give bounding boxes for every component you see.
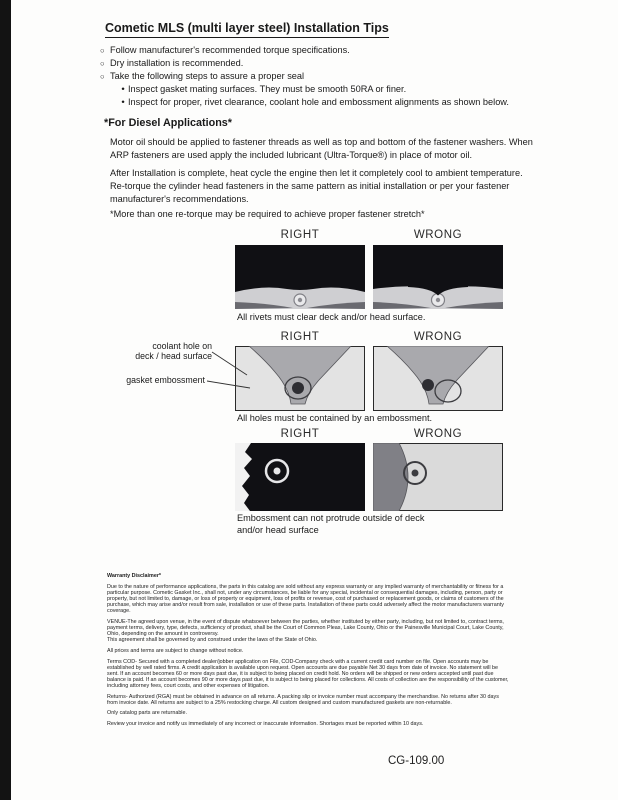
fig2-panels [235,346,503,411]
tips-list [100,44,530,109]
legal-paragraph: VENUE-The agreed upon venue, in the event of dispute whatsoever between the parties, whether instituted by either party, including, but not limited to, contract terms, payment terms, delivery, type, defects, sufficiency of product, shall be the Court of Common Pleas, Lake County, Ohio or the Painesville Municipal Court, Lake County, Ohio, depending on the amount in controversy. [107,619,504,638]
tip-item [100,70,530,83]
fig1-labels [235,229,503,241]
page-title-text: Cometic MLS (multi layer steel) Installation Tips [105,21,389,38]
wrong-label: WRONG [413,331,463,343]
page-code: CG-109.00 [388,755,445,767]
legal-paragraph: Returns- Authorized (RGA) must be obtained in advance on all returns. A packing slip or invoice number must accompany the merchandise. No returns after 30 days from invoice date. All returns are subject to a 25% restocking charge. All custom designed and custom manufactured gaskets are non-returnable. [107,693,499,706]
tip-text: Inspect for proper, rivet clearance, coolant hole and embossment alignments as shown below. [128,97,509,107]
diesel-paragraph-1: Motor oil should be applied to fastener threads as well as top and bottom of the fastener washers. When ARP fasteners are used apply the included lubricant (Ultra-Torque®) in place of motor oil. [110,137,533,160]
legal-paragraph: Review your invoice and notify us immediately of any incorrect or inaccurate information. Shortages must be reported within 10 days. [107,720,424,727]
right-label: RIGHT [280,331,320,343]
diesel-paragraph-2: After Installation is complete, heat cycle the engine then let it completely cool to ambient temperature. Re-torque the cylinder head fasteners in the same pattern as initial installation or per your fastener manufacturer's recommendations. [110,168,523,204]
tip-text: Dry installation is recommended. [110,58,244,68]
tip-item [100,57,530,70]
tip-text: Follow manufacturer's recommended torque specifications. [110,45,350,55]
rivet-wrong-diagram [373,245,503,309]
fig3-labels [235,428,503,440]
wrong-label: WRONG [413,229,463,241]
annotation-pointer-lines [205,344,267,396]
right-label: RIGHT [280,428,320,440]
coolant-hole-wrong-diagram [373,346,503,411]
fig1-panels [235,245,503,309]
warranty-disclaimer-title: Warranty Disclaimer* [107,573,162,579]
fig3-panels [235,443,503,511]
sub-bullet-icon: • [121,97,125,108]
annotation-text: deck / head surface [135,351,212,361]
legal-paragraph: Due to the nature of performance applications, the parts in this catalog are sold without any express warranty or any implied warranty of merchantability or fitness for a particular purpose. Cometic Gasket Inc., shall not, under any circumstances, be liable for any special, incidental or consequential damages, including, person, party or property, but not limited to, damage, or loss of property or equipment, loss of profits or revenue, cost of purchased or replacement goods, or claims of customers of the purchase, which may arise and/or result from sale, installation or use of these parts. Installation of these parts could adversely affect the motor manufacturers warranty coverage. [107,584,504,615]
tip-sub-item [118,96,530,109]
retorque-note: *More than one re-torque may be required to achieve proper fastener stretch* [110,209,425,219]
tip-item [100,44,530,57]
fig2-annotation-embossment: gasket embossment [126,375,205,385]
legal-paragraph: All prices and terms are subject to change without notice. [107,647,244,654]
legal-paragraph: Only catalog parts are returnable. [107,710,188,717]
embossment-right-diagram [235,443,365,511]
tip-text: Inspect gasket mating surfaces. They must be smooth 50RA or finer. [128,84,407,94]
tip-sub-item [118,83,530,96]
fig2-annotation-coolant [118,341,212,361]
embossment-wrong-diagram [373,443,503,511]
page-title [105,21,389,38]
tip-text: Take the following steps to assure a proper seal [110,71,305,81]
fig2-labels [235,331,503,343]
wrong-label: WRONG [413,428,463,440]
rivet-right-diagram [235,245,365,309]
sub-bullet-icon: • [121,84,125,95]
bullet-icon: ○ [100,72,105,81]
fig3-caption: Embossment can not protrude outside of deck and/or head surface [237,513,425,535]
fig1-caption: All rivets must clear deck and/or head surface. [237,312,426,322]
legal-paragraph: This agreement shall be governed by and construed under the laws of the State of Ohio. [107,637,318,644]
bullet-icon: ○ [100,46,105,55]
page-edge-bar [0,0,11,800]
annotation-text: coolant hole on [152,341,212,351]
legal-disclaimer [107,573,509,731]
fig2-caption: All holes must be contained by an embossment. [237,413,433,423]
legal-paragraph: Terms COD- Secured with a completed dealer/jobber application on File, COD-Company check with a current credit card number on file. Open accounts may be established by well rated firms. A credit application is available upon request. Open accounts are due payable Net 30 days from date of invoice. No statement will be sent. If an account becomes 60 or more days past due, it is subject to being placed on credit hold. No orders will be shipped or new orders accepted until past due balance is paid. If an account becomes 90 or more days past due, it is subject to being placed for collections. All costs of collection are the responsibility of the customer, including attorney fees, court costs, and other expenses of litigation. [107,658,509,689]
diesel-heading: *For Diesel Applications* [104,117,232,129]
bullet-icon: ○ [100,59,105,68]
right-label: RIGHT [280,229,320,241]
